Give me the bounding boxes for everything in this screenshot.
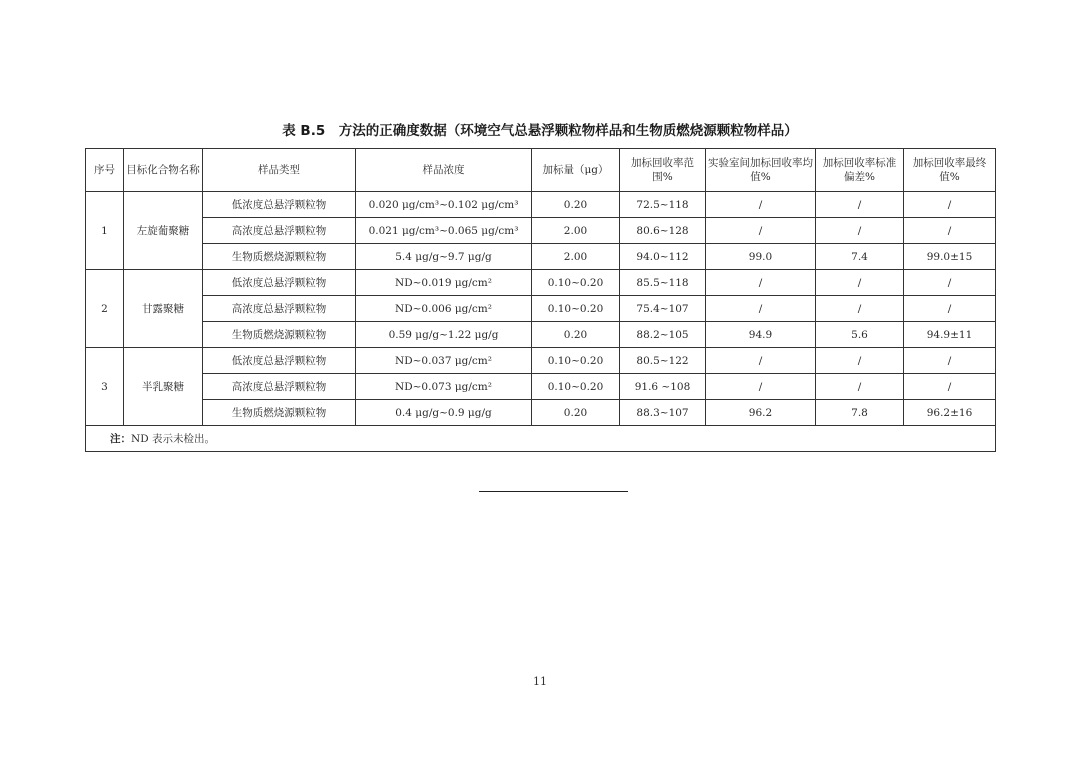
end-rule-divider — [479, 491, 628, 492]
header-cell: 样品浓度 — [356, 149, 532, 192]
recovery-sd-cell: / — [816, 218, 904, 244]
recovery-range-cell: 94.0~112 — [620, 244, 706, 270]
table-row — [86, 400, 996, 426]
compound-cell: 半乳聚糖 — [124, 348, 203, 426]
recovery-final-cell: / — [904, 192, 996, 218]
header-cell: 加标回收率标准偏差% — [816, 149, 904, 192]
recovery-range-cell: 91.6 ~108 — [620, 374, 706, 400]
recovery-sd-cell: 7.4 — [816, 244, 904, 270]
table-row — [86, 374, 996, 400]
table-row — [86, 348, 996, 374]
compound-cell: 甘露聚糖 — [124, 270, 203, 348]
concentration-cell: 0.021 μg/cm³~0.065 μg/cm³ — [356, 218, 532, 244]
concentration-cell: ND~0.037 μg/cm² — [356, 348, 532, 374]
sample-type-cell: 低浓度总悬浮颗粒物 — [203, 270, 356, 296]
header-cell: 目标化合物名称 — [124, 149, 203, 192]
spike-cell: 2.00 — [532, 218, 620, 244]
header-cell: 加标回收率范围% — [620, 149, 706, 192]
recovery-mean-cell: / — [706, 296, 816, 322]
table-row — [86, 192, 996, 218]
note-label: 注： — [110, 432, 131, 445]
sample-type-cell: 高浓度总悬浮颗粒物 — [203, 374, 356, 400]
header-cell: 实验室间加标回收率均值% — [706, 149, 816, 192]
table-note — [86, 426, 996, 452]
recovery-sd-cell: 5.6 — [816, 322, 904, 348]
recovery-range-cell: 85.5~118 — [620, 270, 706, 296]
recovery-sd-cell: / — [816, 296, 904, 322]
spike-cell: 2.00 — [532, 244, 620, 270]
index-cell: 1 — [86, 192, 124, 270]
recovery-mean-cell: 94.9 — [706, 322, 816, 348]
concentration-cell: 0.59 μg/g~1.22 μg/g — [356, 322, 532, 348]
recovery-mean-cell: 96.2 — [706, 400, 816, 426]
page-number: 11 — [533, 675, 547, 688]
recovery-range-cell: 88.2~105 — [620, 322, 706, 348]
spike-cell: 0.10~0.20 — [532, 374, 620, 400]
recovery-range-cell: 80.5~122 — [620, 348, 706, 374]
recovery-final-cell: / — [904, 270, 996, 296]
header-cell: 加标量（μg） — [532, 149, 620, 192]
spike-cell: 0.10~0.20 — [532, 296, 620, 322]
recovery-mean-cell: / — [706, 192, 816, 218]
table-note-row — [86, 426, 996, 452]
sample-type-cell: 低浓度总悬浮颗粒物 — [203, 348, 356, 374]
concentration-cell: 0.020 μg/cm³~0.102 μg/cm³ — [356, 192, 532, 218]
header-cell: 加标回收率最终值% — [904, 149, 996, 192]
concentration-cell: ND~0.006 μg/cm² — [356, 296, 532, 322]
recovery-sd-cell: 7.8 — [816, 400, 904, 426]
index-cell: 2 — [86, 270, 124, 348]
spike-cell: 0.20 — [532, 192, 620, 218]
accuracy-data-table — [85, 148, 996, 452]
recovery-mean-cell: / — [706, 270, 816, 296]
spike-cell: 0.20 — [532, 400, 620, 426]
recovery-range-cell: 80.6~128 — [620, 218, 706, 244]
recovery-mean-cell: / — [706, 374, 816, 400]
index-cell: 3 — [86, 348, 124, 426]
recovery-range-cell: 72.5~118 — [620, 192, 706, 218]
table-row — [86, 296, 996, 322]
sample-type-cell: 低浓度总悬浮颗粒物 — [203, 192, 356, 218]
concentration-cell: 0.4 μg/g~0.9 μg/g — [356, 400, 532, 426]
note-text: ND 表示未检出。 — [131, 432, 215, 445]
spike-cell: 0.10~0.20 — [532, 348, 620, 374]
recovery-range-cell: 75.4~107 — [620, 296, 706, 322]
table-row — [86, 218, 996, 244]
concentration-cell: ND~0.073 μg/cm² — [356, 374, 532, 400]
sample-type-cell: 高浓度总悬浮颗粒物 — [203, 218, 356, 244]
recovery-final-cell: 94.9±11 — [904, 322, 996, 348]
table-row — [86, 322, 996, 348]
table-header-row — [86, 149, 996, 192]
recovery-sd-cell: / — [816, 270, 904, 296]
recovery-final-cell: 96.2±16 — [904, 400, 996, 426]
recovery-mean-cell: 99.0 — [706, 244, 816, 270]
concentration-cell: ND~0.019 μg/cm² — [356, 270, 532, 296]
compound-cell: 左旋葡聚糖 — [124, 192, 203, 270]
header-cell: 序号 — [86, 149, 124, 192]
recovery-mean-cell: / — [706, 348, 816, 374]
recovery-final-cell: / — [904, 374, 996, 400]
recovery-final-cell: / — [904, 348, 996, 374]
recovery-sd-cell: / — [816, 348, 904, 374]
recovery-range-cell: 88.3~107 — [620, 400, 706, 426]
sample-type-cell: 生物质燃烧源颗粒物 — [203, 244, 356, 270]
spike-cell: 0.20 — [532, 322, 620, 348]
spike-cell: 0.10~0.20 — [532, 270, 620, 296]
recovery-sd-cell: / — [816, 374, 904, 400]
table-row — [86, 244, 996, 270]
table-row — [86, 270, 996, 296]
sample-type-cell: 生物质燃烧源颗粒物 — [203, 322, 356, 348]
sample-type-cell: 高浓度总悬浮颗粒物 — [203, 296, 356, 322]
recovery-final-cell: 99.0±15 — [904, 244, 996, 270]
sample-type-cell: 生物质燃烧源颗粒物 — [203, 400, 356, 426]
recovery-mean-cell: / — [706, 218, 816, 244]
recovery-final-cell: / — [904, 296, 996, 322]
header-cell: 样品类型 — [203, 149, 356, 192]
recovery-sd-cell: / — [816, 192, 904, 218]
recovery-final-cell: / — [904, 218, 996, 244]
table-title: 表 B.5 方法的正确度数据（环境空气总悬浮颗粒物样品和生物质燃烧源颗粒物样品） — [282, 123, 798, 139]
concentration-cell: 5.4 μg/g~9.7 μg/g — [356, 244, 532, 270]
